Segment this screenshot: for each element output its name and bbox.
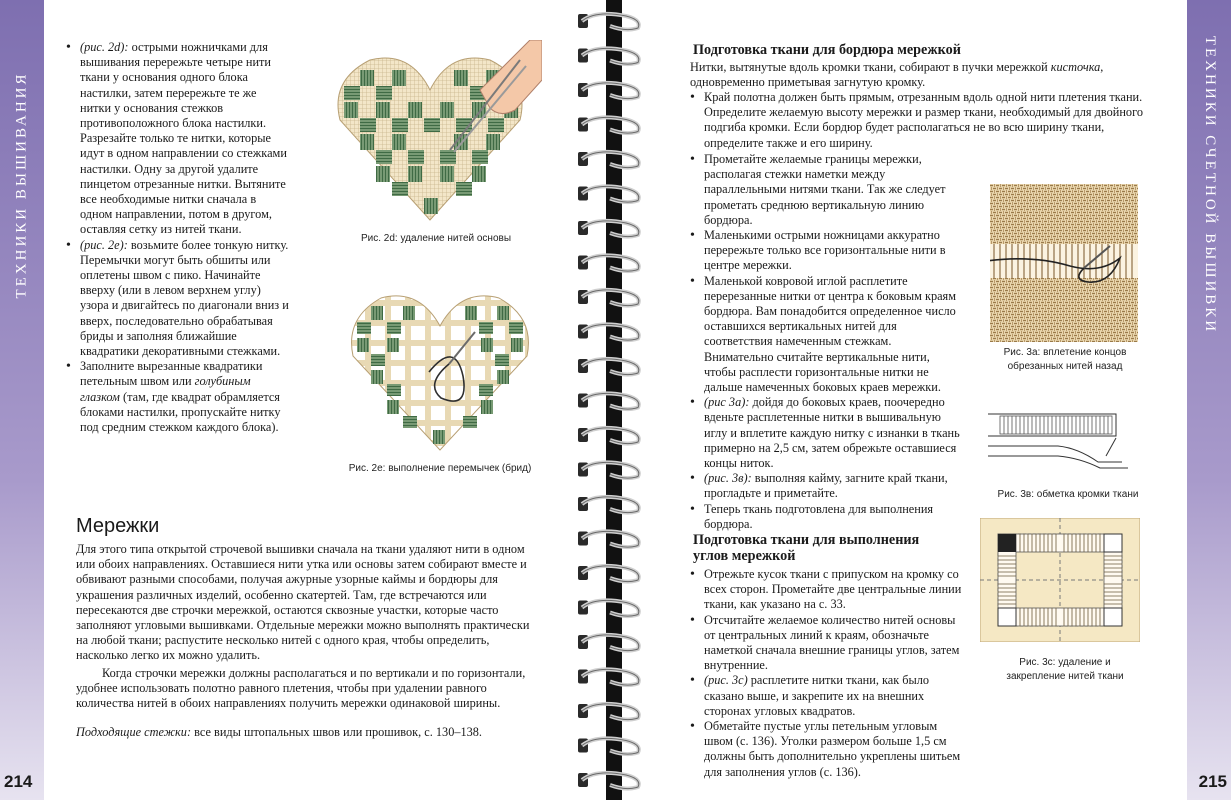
- figure-2d-caption: Рис. 2d: удаление нитей основы: [360, 233, 512, 244]
- list-item: • (рис. 3в): выполняя кайму, загните край ткани, прогладьте и приметайте.: [690, 471, 962, 501]
- list-item: • Край полотна должен быть прямым, отрезанным вдоль одной нити плетения ткани. Определите желаемую высоту мережки и размер ткани, необходимый для двойного подгиба кромки. Если бордюр будет располагаться не во всю ширину ткани, определите также и его ширину.: [690, 90, 1162, 151]
- figure-3b-hem-illustration: [988, 398, 1140, 474]
- right-side-tab-label: ТЕХНИКИ СЧЕТНОЙ ВЫШИВКИ: [1201, 35, 1218, 335]
- right-bullets-bottom: [690, 567, 962, 780]
- suitable-stitches: Подходящие стежки: все виды штопальных швов или прошивок, с. 130–138.: [76, 725, 483, 740]
- left-side-tab-label: ТЕХНИКИ ВЫШИВАНИЯ: [13, 71, 30, 299]
- heading-corner-preparation: Подготовка ткани для выполнения углов мережкой: [693, 532, 920, 564]
- figure-2d-heart-illustration: [330, 40, 542, 230]
- list-item: • (рис. 2d): острыми ножничками для вышивания перережьте четыре нити ткани у основания одного блока настилки, затем перережьте те же нитки у основания стежков противоположного блока настилки. Разрезайте только те нитки, которые идут в одном направлении со стежками настилки. Одну за другой удалите пинцетом отрезанные нитки. Вытяните все необходимые нитки сначала в одном направлении, потом в другом, оставляя сетку из нитей ткани.: [66, 40, 290, 238]
- heading-border-preparation: Подготовка ткани для бордюра мережкой: [693, 42, 961, 58]
- list-item: • Теперь ткань подготовлена для выполнения бордюра.: [690, 502, 962, 532]
- figure-2e-heart-illustration: [345, 280, 535, 458]
- left-main-text: [76, 542, 544, 740]
- figure-3a-weave-illustration: [990, 184, 1138, 342]
- list-item: • (рис. 2е): возьмите более тонкую нитку. Перемычки могут быть обшиты или оплетены швом с пико. Начинайте вверху (или в левом верхнем углу) узора и двигайтесь по диагонали вниз и вверх, последовательно обрабатывая бриды и заполняя ближайшие квадратики декоративными стежками.: [66, 238, 290, 360]
- list-item: • (рис. 3с) расплетите нитки ткани, как было сказано выше, и закрепите их на внешних сторонах угловых квадратов.: [690, 673, 962, 719]
- list-item: • Заполните вырезанные квадратики петельным швом или голубиным глазком (там, где квадрат обрамляется блоками настилки, пропускайте нитку под средним стежком каждого блока).: [66, 359, 290, 435]
- list-item: • Маленькой ковровой иглой расплетите перерезанные нитки от центра к боковым краям бордюра. Вам понадобится определенное число оставшихся вертикальных нитей для соответствия намеченным стежкам. Внимательно считайте вертикальные нити, чтобы расплести горизонтальные нитки не дальше намеченных боковых краев мережки.: [690, 274, 962, 396]
- list-item: • Прометайте желаемые границы мережки, располагая стежки наметки между параллельными нитями ткани. Так же следует прометать среднюю вертикальную линию бордюра.: [690, 152, 962, 228]
- left-bullets: [66, 40, 290, 435]
- paragraph: Когда строчки мережки должны располагаться и по вертикали и по горизонтали, удобнее использовать полотно равного плетения, чтобы при удалении равного количества нитей в обоих направлениях получить мережки одинаковой ширины.: [76, 665, 526, 711]
- left-side-tab: [0, 0, 44, 800]
- figure-3b-caption: Рис. 3в: обметка кромки ткани: [997, 489, 1139, 500]
- right-intro: Нитки, вытянутые вдоль кромки ткани, собирают в пучки мережкой кисточка, одновременно приметывая загнутую кромку.: [690, 60, 1104, 90]
- page-number-left: 214: [4, 772, 33, 791]
- figure-3c-caption: Рис. 3с: удаление и закрепление нитей ткани: [1006, 657, 1124, 682]
- section-title: Мережки: [76, 515, 160, 537]
- figure-2e-caption: Рис. 2е: выполнение перемычек (брид): [348, 463, 532, 474]
- figure-3a-caption: Рис. 3а: вплетение концов обрезанных нитей назад: [1003, 347, 1127, 372]
- right-bullets-top: [690, 90, 1162, 151]
- paragraph: Для этого типа открытой строчевой вышивки сначала на ткани удаляют нити в одном или обоих направлениях. Оставшиеся нити утка или основы затем собирают вместе и обвивают разными способами, получая ажурные узорные каймы и бордюры для украшения различных изделий, особенно скатертей. Там, где встречаются или пересекаются две строчки мережкой, остаются сквозные участки, которые часто заполняют угловыми вышивками. Отдельные мережки можно выполнять практически на любой ткани; распустите несколько нитей с одного края, чтобы определить, насколько легко их можно удалить.: [76, 542, 530, 663]
- list-item: • (рис 3а): дойдя до боковых краев, поочередно вденьте расплетенные нитки в вышивальную иглу и вплетите каждую нитку с изнанки в ткань примерно на 2,5 см, затем обрежьте оставшиеся концы ниток.: [690, 395, 962, 471]
- list-item: • Обметайте пустые углы петельным угловым швом (с. 136). Уголки размером больше 1,5 см должны быть дополнительно укреплены шитьем для заполнения углов (с. 136).: [690, 719, 962, 780]
- figure-3c-corner-illustration: [980, 518, 1140, 642]
- right-side-tab: [1187, 0, 1231, 800]
- right-bullets-narrow: [690, 152, 962, 532]
- spiral-binding: [566, 0, 656, 800]
- page-number-right: 215: [1198, 772, 1227, 791]
- list-item: • Отсчитайте желаемое количество нитей основы от центральных линий к краям, обозначьте наметкой сначала внешние границы углов, затем внутренние.: [690, 613, 962, 674]
- list-item: • Маленькими острыми ножницами аккуратно перережьте только все горизонтальные нити в центре мережки.: [690, 228, 962, 274]
- list-item: • Отрежьте кусок ткани с припуском на кромку со всех сторон. Прометайте две центральные линии ткани, как указано на с. 33.: [690, 567, 962, 613]
